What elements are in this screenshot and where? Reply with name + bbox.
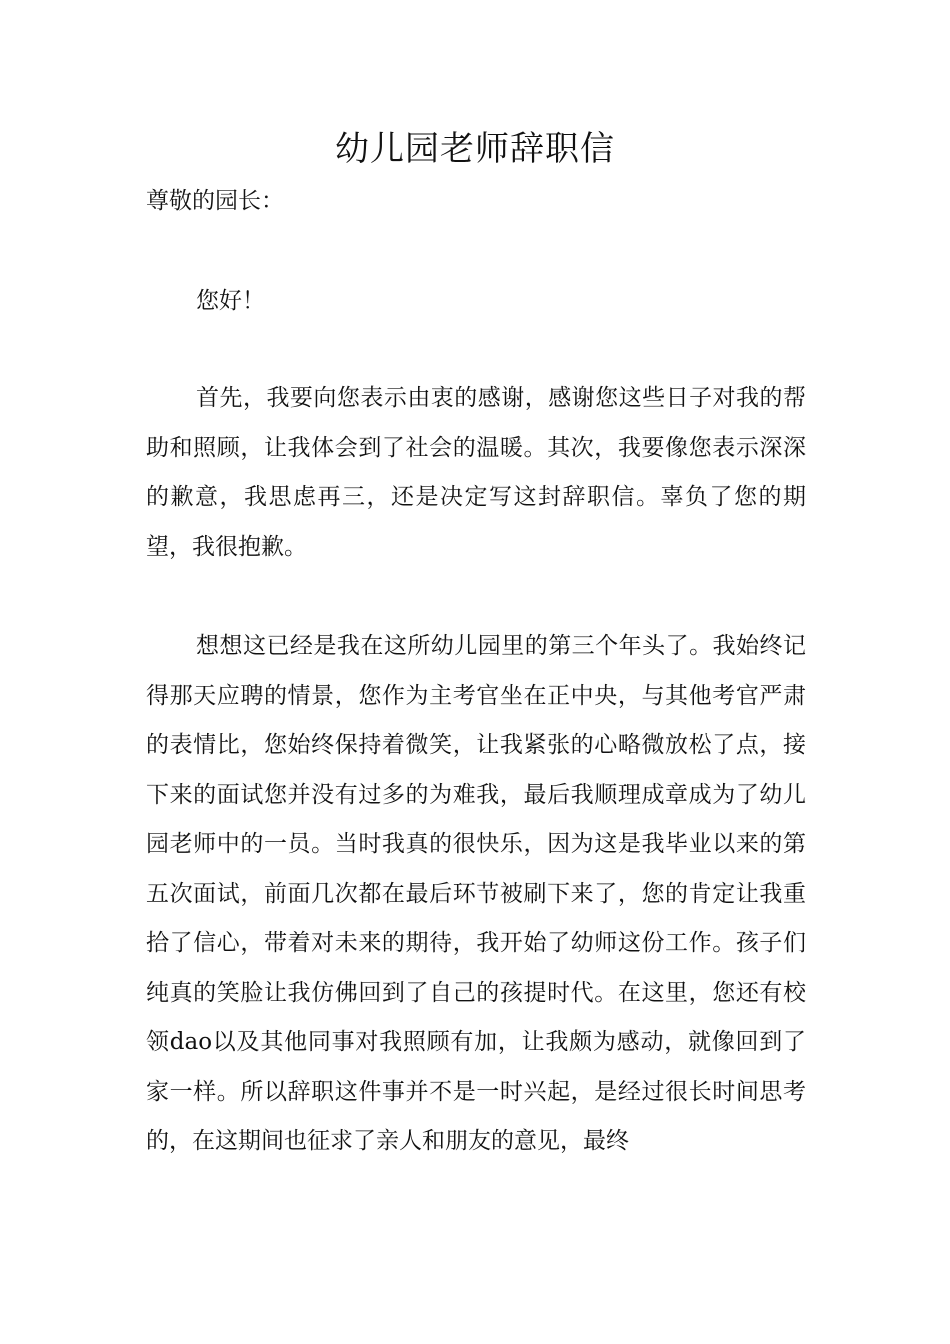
greeting: 您好！ [196,288,265,314]
paragraph-memories: 想想这已经是我在这所幼儿园里的第三个年头了。我始终记得那天应聘的情景，您作为主考官坐在正中央，与其他考官严肃的表情比，您始终保持着微笑，让我紧张的心略微放松了点，接下来的面试您并没有过多的为难我，最后我顺理成章成为了幼儿园老师中的一员。当时我真的很快乐，因为这是我毕业以来的第五次面试，前面几次都在最后环节被刷下来了，您的肯定让我重拾了信心，带着对未来的期待，我开始了幼师这份工作。孩子们纯真的笑脸让我仿佛回到了自己的孩提时代。在这里，您还有校领dao以及其他同事对我照顾有加，让我颇为感动，就像回到了家一样。所以辞职这件事并不是一时兴起，是经过很长时间思考的，在这期间也征求了亲人和朋友的意见，最终 [146,633,806,1154]
salutation: 尊敬的园长： [146,188,284,214]
paragraph-gratitude: 首先，我要向您表示由衷的感谢，感谢您这些日子对我的帮助和照顾，让我体会到了社会的温暖。其次，我要像您表示深深的歉意，我思虑再三，还是决定写这封辞职信。辜负了您的期望，我很抱歉。 [146,385,806,560]
document-title: 幼儿园老师辞职信 [335,129,615,169]
